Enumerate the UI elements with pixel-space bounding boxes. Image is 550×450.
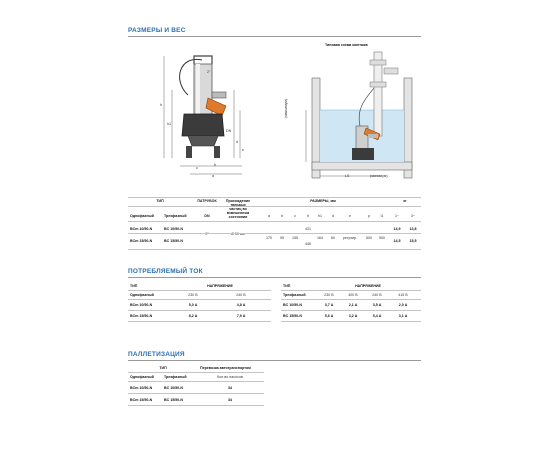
installation-drawing <box>300 48 425 183</box>
dim-row1-kg1: 14,9 <box>393 227 401 231</box>
dim-row1-h: 431 <box>305 227 311 231</box>
ct-row2-v4: 3,1 А <box>398 314 408 318</box>
dim-row1-h1: 164 <box>317 236 323 240</box>
pal-row1-tri: BC 10/50-N <box>164 386 183 390</box>
dim-hdr-passage: Прохождение твердых частиц во взвешенном состоянии <box>225 199 251 219</box>
dim-row2-kg3: 15,5 <box>409 239 417 243</box>
pal-hdr-mono: Однофазный <box>130 375 154 379</box>
ct-row1-model: BC 10/50-N <box>283 303 302 307</box>
dim-row2-h: 446 <box>305 242 311 246</box>
dim-col-p: p <box>368 214 370 218</box>
ct-hdr-type: ТИП <box>283 284 291 288</box>
dim-col-h1: h1 <box>318 214 322 218</box>
dim-label-thread: 2" <box>207 70 211 74</box>
pallet-title-rule <box>128 360 421 361</box>
pal-rule-2 <box>128 381 264 382</box>
dim-table-bottom-rule <box>128 249 421 250</box>
cm-col-240: 240 В <box>236 293 246 297</box>
cm-hdr-phase: Однофазный <box>130 293 154 297</box>
dim-hdr-tri: Трехфазный <box>164 214 187 218</box>
dim-col-e: e <box>349 214 351 218</box>
ct-rule-4 <box>281 321 421 322</box>
dim-row2-tri: BC 15/50-N <box>164 239 183 243</box>
ct-row1-v3: 3,5 А <box>372 303 382 307</box>
dimensions-title: РАЗМЕРЫ И ВЕС <box>128 27 186 34</box>
current-title-rule <box>128 277 421 278</box>
dim-row1-mono: BCm 10/50-N <box>130 227 153 231</box>
dim-hdr-dims: РАЗМЕРЫ, мм <box>310 199 336 203</box>
dim-table-sub-rule <box>128 206 421 207</box>
kg-col-3: 3~ <box>410 214 416 218</box>
ct-row1-v4: 2,0 А <box>398 303 408 307</box>
pump-dimension-drawing <box>150 50 260 185</box>
dim-row1-d: 60 <box>331 236 335 240</box>
cm-hdr-type: ТИП <box>130 284 138 288</box>
pal-rule-4 <box>128 405 264 406</box>
kg-col-1: 1~ <box>394 214 400 218</box>
cm-row2-v2: 7,9 А <box>236 314 246 318</box>
dim-label-d: d <box>236 140 238 144</box>
dim-table-row-rule <box>128 233 421 234</box>
dim-label-dn: DN <box>226 129 232 133</box>
dim-row1-c: 155 <box>292 236 298 240</box>
pal-row2-qty: 34 <box>228 398 232 402</box>
dim-col-h: h <box>307 214 309 218</box>
dim-col-c: c <box>294 214 296 218</box>
cm-row2-v1: 8,2 А <box>188 314 198 318</box>
ct-hdr-phase: Трехфазный <box>283 293 306 297</box>
dim-label-h1: h1 <box>167 122 171 126</box>
dim-label-c: c <box>196 166 198 170</box>
dim-row1-p: 500 <box>366 236 372 240</box>
dim-hdr-kg: кг <box>403 199 407 203</box>
dim-row2-kg1: 14,5 <box>393 239 401 243</box>
ct-row1-v2: 2,1 А <box>348 303 358 307</box>
pallet-title: ПАЛЛЕТИЗАЦИЯ <box>128 351 185 358</box>
ct-row2-v1: 5,6 А <box>324 314 334 318</box>
dim-label-e: e <box>242 148 244 152</box>
dim-col-a: a <box>268 214 270 218</box>
dim-label-b: b <box>214 163 216 167</box>
dim-hdr-pipe: ПАТРУБОК <box>197 199 217 203</box>
cm-row1-v2: 4,8 А <box>236 303 246 307</box>
ct-col-415: 415 В <box>398 293 408 297</box>
cm-hdr-voltage: НАПРЯЖЕНИЕ <box>207 284 233 288</box>
cm-col-230: 230 В <box>188 293 198 297</box>
pal-row2-mono: BCm 15/50-N <box>130 398 153 402</box>
pal-hdr-qty: Кол-во насосов <box>217 375 243 379</box>
dim-label-h: h <box>160 103 162 107</box>
dim-hdr-mono: Однофазный <box>130 214 154 218</box>
dim-hdr-type: ТИП <box>156 199 164 203</box>
pal-row2-tri: BC 15/50-N <box>164 398 183 402</box>
dim-hdr-dn: DN <box>204 214 210 218</box>
install-label-ls: LS <box>345 174 350 178</box>
ct-col-230: 230 В <box>324 293 334 297</box>
pal-rule-3 <box>128 393 264 394</box>
ct-rule-2 <box>281 299 421 300</box>
ct-hdr-voltage: НАПРЯЖЕНИЕ <box>355 284 381 288</box>
dim-label-a: a <box>212 174 214 178</box>
ct-row2-v2: 3,2 А <box>348 314 358 318</box>
dimensions-title-rule <box>128 36 421 37</box>
ct-row2-model: BC 15/50-N <box>283 314 302 318</box>
dim-col-l1: l1 <box>380 214 384 218</box>
install-scheme-label: Типовая схема монтажа <box>325 43 368 47</box>
dim-row2-mono: BCm 15/50-N <box>130 239 153 243</box>
dim-col-d: d <box>332 214 334 218</box>
cm-row1-v1: 5,0 А <box>188 303 198 307</box>
ct-col-240: 240 В <box>372 293 382 297</box>
cm-rule-3 <box>128 310 271 311</box>
dim-row1-e: регулир. <box>342 236 358 240</box>
dim-row1-l1: 500 <box>379 236 385 240</box>
ct-rule-3 <box>281 310 421 311</box>
current-title: ПОТРЕБЛЯЕМЫЙ ТОК <box>128 268 203 275</box>
ct-rule-1 <box>281 290 421 291</box>
pal-hdr-transport: Перевозка автотранспортом <box>200 366 251 370</box>
pal-hdr-tri: Трехфазный <box>164 375 187 379</box>
ct-col-400: 400 В <box>348 293 358 297</box>
cm-rule-2 <box>128 299 271 300</box>
cm-row1-model: BCm 10/50-N <box>130 303 153 307</box>
dim-table-hdr-rule <box>128 221 421 222</box>
dim-row1-kg3: 13,8 <box>409 227 417 231</box>
cm-rule-1 <box>128 290 271 291</box>
dim-table-top-rule <box>128 197 421 198</box>
pal-row1-qty: 34 <box>228 386 232 390</box>
dim-row1-tri: BC 10/50-N <box>164 227 183 231</box>
install-label-max: (максимум) <box>284 98 288 118</box>
dim-row1-a: 170 <box>266 236 272 240</box>
install-label-min: (минимум) <box>370 174 388 178</box>
cm-rule-4 <box>128 321 271 322</box>
pal-row1-mono: BCm 10/50-N <box>130 386 153 390</box>
dim-row1-dn: 2" <box>205 232 209 236</box>
dim-row1-passage: Ø 50 мм <box>231 232 245 236</box>
dim-col-b: b <box>281 214 283 218</box>
pal-hdr-type: ТИП <box>159 366 167 370</box>
ct-row2-v3: 5,4 А <box>372 314 382 318</box>
dim-row1-b: 95 <box>280 236 284 240</box>
ct-row1-v1: 3,7 А <box>324 303 334 307</box>
pal-rule-1 <box>128 372 264 373</box>
cm-row2-model: BCm 15/50-N <box>130 314 153 318</box>
